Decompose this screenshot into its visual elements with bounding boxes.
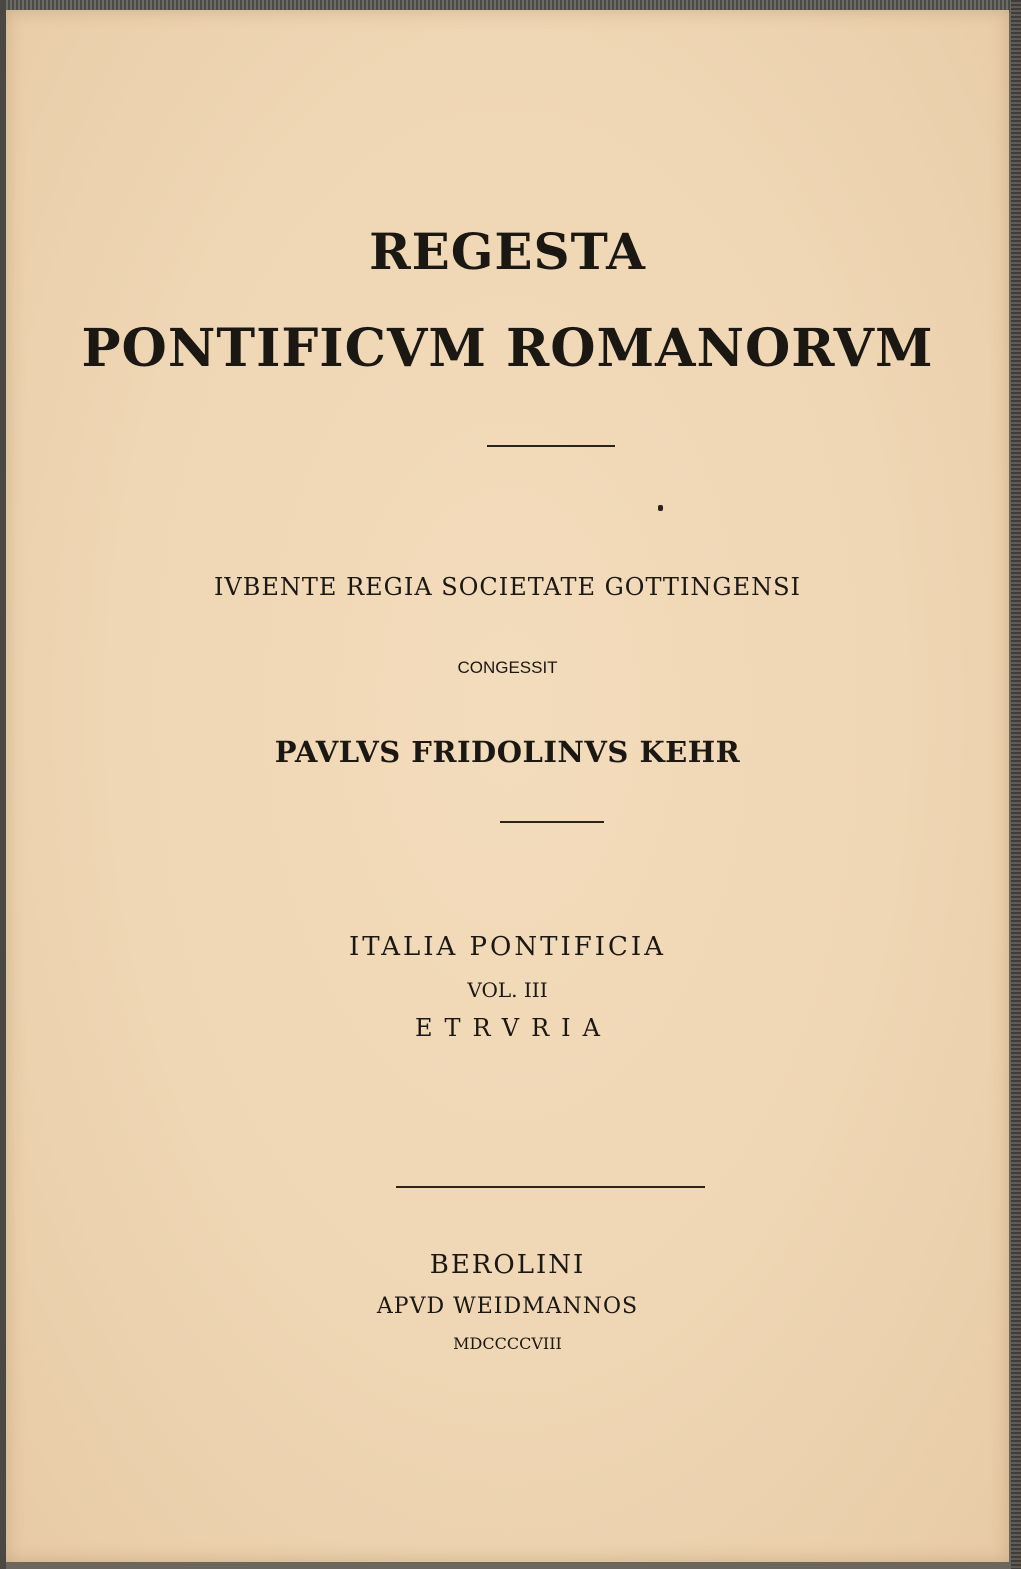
- title-line-1: REGESTA: [369, 222, 646, 281]
- imprint-publisher: APVD WEIDMANNOS: [376, 1294, 639, 1319]
- imprint-year: MDCCCCVIII: [453, 1334, 562, 1353]
- binding-edge-right: [1011, 0, 1021, 1569]
- volume-region: ETRVRIA: [415, 1014, 612, 1042]
- divider-rule-top: [487, 445, 615, 447]
- divider-rule-bottom: [396, 1186, 705, 1188]
- ink-speck: [658, 505, 663, 511]
- imprint-place: BEROLINI: [429, 1250, 586, 1280]
- compiled-by-line: CONGESSIT: [457, 658, 558, 677]
- series-name: ITALIA PONTIFICIA: [349, 932, 666, 962]
- author-name: PAVLVS FRIDOLINVS KEHR: [274, 735, 741, 769]
- commission-line: IVBENTE REGIA SOCIETATE GOTTINGENSI: [213, 573, 802, 601]
- divider-rule-middle: [500, 821, 604, 823]
- volume-number: VOL. III: [467, 978, 548, 1002]
- title-page: [6, 10, 1009, 1562]
- title-line-2: PONTIFICVM ROMANORVM: [81, 318, 934, 379]
